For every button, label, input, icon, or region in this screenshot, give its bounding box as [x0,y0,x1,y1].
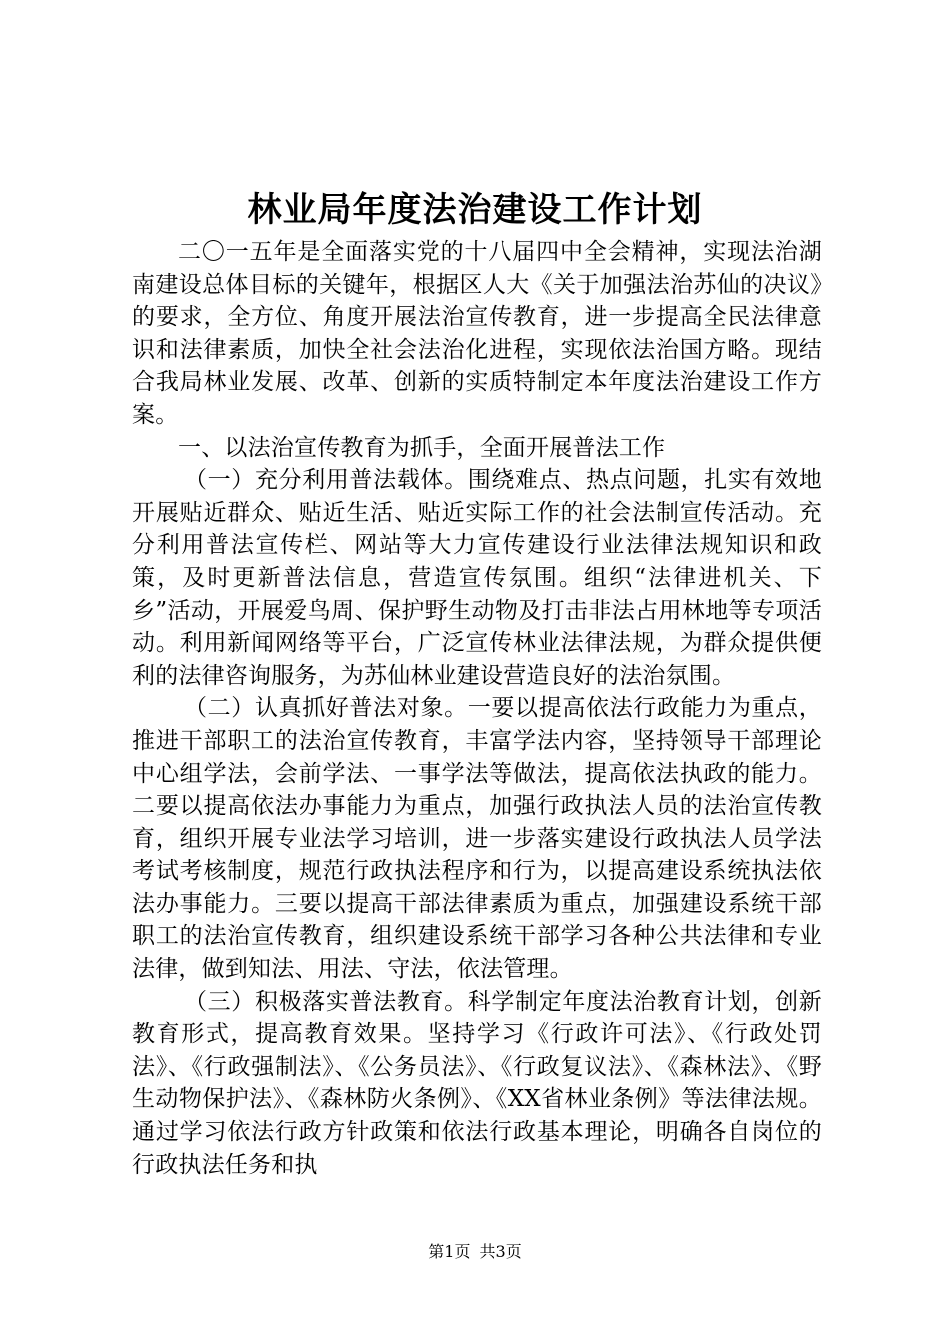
section-heading-1: 一、以法治宣传教育为抓手，全面开展普法工作 [178,434,666,461]
subsection-paragraph-1: （一）充分利用普法载体。围绕难点、热点问题，扎实有效地开展贴近群众、贴近生活、贴近实际工作的社会法制宣传活动。充分利用普法宣传栏、网站等大力宣传建设行业法律法规知识和政策，及时更新普法信息，营造宣传氛围。组织“法律进机关、下乡”活动，开展爱鸟周、保护野生动物及打击非法占用林地等专项活动。利用新闻网络等平台，广泛宣传林业法律法规，为群众提供便利的法律咨询服务，为苏仙林业建设营造良好的法治氛围。 [132,467,822,689]
subsection-paragraph-3: （三）积极落实普法教育。科学制定年度法治教育计划，创新教育形式，提高教育效果。坚持学习《行政许可法》、《行政处罚法》、《行政强制法》、《公务员法》、《行政复议法》、《森林法》、《野生动物保护法》、《森林防火条例》、《XX省林业条例》等法律法规。通过学习依法行政方针政策和依法行政基本理论，明确各自岗位的行政执法任务和执 [132,988,822,1178]
page-number: 第1页 [428,1242,471,1261]
subsection-paragraph-2: （二）认真抓好普法对象。一要以提高依法行政能力为重点，推进干部职工的法治宣传教育，丰富学法内容，坚持领导干部理论中心组学法，会前学法、一事学法等做法，提高依法执政的能力。二要以提高依法办事能力为重点，加强行政执法人员的法治宣传教育，组织开展专业法学习培训，进一步落实建设行政执法人员学法考试考核制度，规范行政执法程序和行为，以提高建设系统执法依法办事能力。三要以提高干部法律素质为重点，加强建设系统干部职工的法治宣传教育，组织建设系统干部学习各种公共法律和专业法律，做到知法、用法、守法，依法管理。 [132,695,822,983]
page-total: 共3页 [479,1242,522,1261]
intro-paragraph: 二〇一五年是全面落实党的十八届四中全会精神，实现法治湖南建设总体目标的关键年，根据区人大《关于加强法治苏仙的决议》的要求，全方位、角度开展法治宣传教育，进一步提高全民法律意识和法律素质，加快全社会法治化进程，实现依法治国方略。现结合我局林业发展、改革、创新的实质特制定本年度法治建设工作方案。 [132,239,822,428]
document-title: 林业局年度法治建设工作计划 [247,190,703,230]
page-footer [0,1241,950,1263]
document-body [132,236,822,1181]
